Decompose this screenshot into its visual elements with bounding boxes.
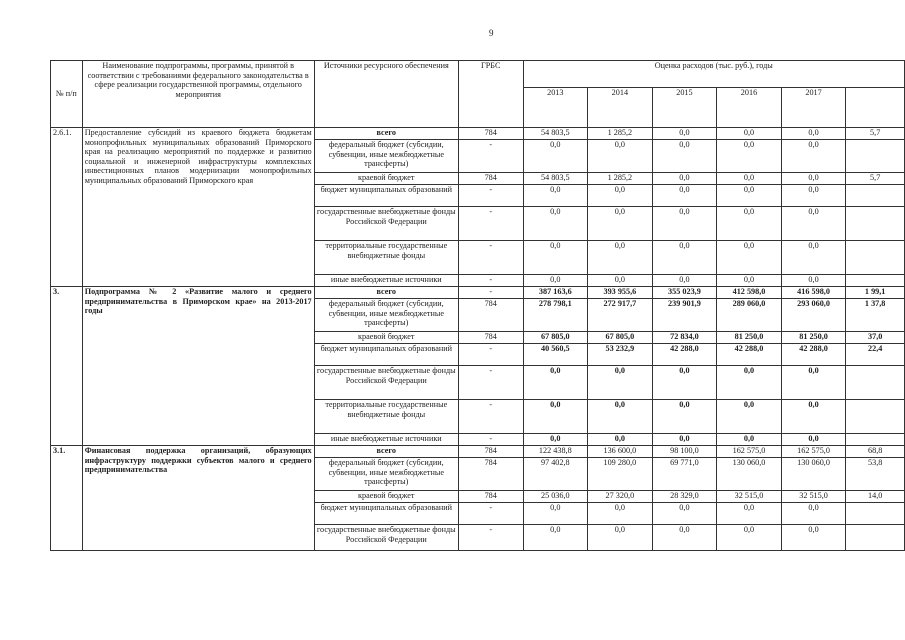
expense-value: 0,0 <box>523 207 588 241</box>
funding-source: иные внебюджетные источники <box>314 275 458 287</box>
expense-value <box>846 400 905 434</box>
header-year <box>846 88 905 128</box>
expense-value: 1 285,2 <box>588 173 653 185</box>
header-year: 2014 <box>588 88 653 128</box>
expense-value: 0,0 <box>588 140 653 173</box>
row-number: 3.1. <box>51 446 83 551</box>
expense-value: 136 600,0 <box>588 446 653 458</box>
expense-value: 53 232,9 <box>588 344 653 366</box>
expense-value: 32 515,0 <box>781 491 846 503</box>
expense-value: 0,0 <box>523 503 588 525</box>
expense-value: 0,0 <box>717 173 782 185</box>
expense-value: 40 560,5 <box>523 344 588 366</box>
funding-source: всего <box>314 128 458 140</box>
expense-value: 0,0 <box>652 503 717 525</box>
expense-value: 416 598,0 <box>781 287 846 299</box>
expense-value: 0,0 <box>717 503 782 525</box>
header-year: 2017 <box>781 88 846 128</box>
expense-value <box>846 207 905 241</box>
expense-value: 68,8 <box>846 446 905 458</box>
grbs-code: 784 <box>458 332 523 344</box>
expense-value: 0,0 <box>781 128 846 140</box>
expense-value: 0,0 <box>717 207 782 241</box>
expense-value: 98 100,0 <box>652 446 717 458</box>
expense-value: 0,0 <box>652 275 717 287</box>
grbs-code: - <box>458 366 523 400</box>
expense-value: 42 288,0 <box>652 344 717 366</box>
expense-value: 0,0 <box>717 434 782 446</box>
grbs-code: - <box>458 140 523 173</box>
grbs-code: - <box>458 503 523 525</box>
expense-value: 14,0 <box>846 491 905 503</box>
expense-value <box>846 525 905 551</box>
expense-value: 239 901,9 <box>652 299 717 332</box>
expense-value: 97 402,8 <box>523 458 588 491</box>
grbs-code: 784 <box>458 128 523 140</box>
expense-value: 0,0 <box>781 140 846 173</box>
funding-source: федеральный бюджет (субсидии, субвенции, иные межбюджетные трансферты) <box>314 458 458 491</box>
funding-source: государственные внебюджетные фонды Российской Федерации <box>314 525 458 551</box>
expense-value <box>846 366 905 400</box>
expense-value: 387 163,6 <box>523 287 588 299</box>
expense-value: 0,0 <box>781 173 846 185</box>
expense-value: 0,0 <box>717 241 782 275</box>
expense-value: 25 036,0 <box>523 491 588 503</box>
expense-value: 0,0 <box>781 275 846 287</box>
funding-source: территориальные государственные внебюджетные фонды <box>314 241 458 275</box>
expense-value: 0,0 <box>588 241 653 275</box>
expense-value: 0,0 <box>588 400 653 434</box>
expense-value: 81 250,0 <box>717 332 782 344</box>
expense-value: 272 917,7 <box>588 299 653 332</box>
grbs-code: 784 <box>458 446 523 458</box>
expense-value: 67 805,0 <box>523 332 588 344</box>
expense-value: 162 575,0 <box>717 446 782 458</box>
expense-value: 0,0 <box>781 434 846 446</box>
grbs-code: - <box>458 241 523 275</box>
expense-value: 54 803,5 <box>523 128 588 140</box>
expense-value: 0,0 <box>781 241 846 275</box>
expense-value <box>846 434 905 446</box>
funding-source: бюджет муниципальных образований <box>314 503 458 525</box>
expense-value: 0,0 <box>588 275 653 287</box>
expense-value: 278 798,1 <box>523 299 588 332</box>
expense-value <box>846 185 905 207</box>
expense-value: 412 598,0 <box>717 287 782 299</box>
funding-source: всего <box>314 446 458 458</box>
expense-value: 5,7 <box>846 128 905 140</box>
expense-value: 0,0 <box>523 140 588 173</box>
expense-value: 72 834,0 <box>652 332 717 344</box>
expense-value: 28 329,0 <box>652 491 717 503</box>
table-row <box>51 128 905 140</box>
expense-value: 42 288,0 <box>781 344 846 366</box>
expense-value: 0,0 <box>717 525 782 551</box>
expense-value: 0,0 <box>652 241 717 275</box>
expense-value: 0,0 <box>588 503 653 525</box>
page-number: 9 <box>489 28 494 38</box>
expense-value: 67 805,0 <box>588 332 653 344</box>
funding-source: федеральный бюджет (субсидии, субвенции, иные межбюджетные трансферты) <box>314 140 458 173</box>
expense-value: 0,0 <box>652 207 717 241</box>
expense-value: 0,0 <box>652 400 717 434</box>
row-number: 3. <box>51 287 83 446</box>
budget-table <box>50 60 905 551</box>
expense-value: 32 515,0 <box>717 491 782 503</box>
header-year: 2013 <box>523 88 588 128</box>
expense-value: 0,0 <box>523 241 588 275</box>
expense-value <box>846 503 905 525</box>
expense-value: 0,0 <box>781 503 846 525</box>
grbs-code: - <box>458 525 523 551</box>
grbs-code: - <box>458 344 523 366</box>
funding-source: краевой бюджет <box>314 332 458 344</box>
funding-source: территориальные государственные внебюджетные фонды <box>314 400 458 434</box>
header-estimate: Оценка расходов (тыс. руб.), годы <box>523 61 904 88</box>
funding-source: государственные внебюджетные фонды Российской Федерации <box>314 207 458 241</box>
expense-value: 0,0 <box>523 185 588 207</box>
expense-value: 0,0 <box>652 128 717 140</box>
expense-value: 0,0 <box>717 366 782 400</box>
row-number: 2.6.1. <box>51 128 83 287</box>
header-source: Источники ресурсного обеспечения <box>314 61 458 128</box>
funding-source: краевой бюджет <box>314 173 458 185</box>
expense-value: 27 320,0 <box>588 491 653 503</box>
grbs-code: - <box>458 400 523 434</box>
expense-value: 0,0 <box>588 525 653 551</box>
expense-value: 0,0 <box>781 400 846 434</box>
expense-value <box>846 241 905 275</box>
expense-value: 0,0 <box>781 525 846 551</box>
program-name: Подпрограмма № 2 «Развитие малого и среднего предпринимательства в Приморском крае» на 2013-2017 годы <box>82 287 314 446</box>
expense-value: 0,0 <box>652 366 717 400</box>
expense-value: 0,0 <box>717 128 782 140</box>
expense-value: 0,0 <box>652 185 717 207</box>
expense-value <box>846 140 905 173</box>
expense-value: 1 99,1 <box>846 287 905 299</box>
expense-value: 0,0 <box>652 140 717 173</box>
funding-source: иные внебюджетные источники <box>314 434 458 446</box>
table-row <box>51 287 905 299</box>
grbs-code: - <box>458 434 523 446</box>
expense-value: 0,0 <box>652 525 717 551</box>
grbs-code: 784 <box>458 299 523 332</box>
expense-value: 0,0 <box>523 400 588 434</box>
expense-value: 0,0 <box>523 366 588 400</box>
funding-source: бюджет муниципальных образований <box>314 185 458 207</box>
expense-value: 0,0 <box>717 140 782 173</box>
expense-value: 130 060,0 <box>717 458 782 491</box>
expense-value: 0,0 <box>717 275 782 287</box>
expense-value: 0,0 <box>588 185 653 207</box>
expense-value: 81 250,0 <box>781 332 846 344</box>
funding-source: государственные внебюджетные фонды Российской Федерации <box>314 366 458 400</box>
expense-value: 355 023,9 <box>652 287 717 299</box>
header-num: № п/п <box>51 61 83 128</box>
expense-value: 122 438,8 <box>523 446 588 458</box>
expense-value: 0,0 <box>588 207 653 241</box>
funding-source: федеральный бюджет (субсидии, субвенции, иные межбюджетные трансферты) <box>314 299 458 332</box>
table-row <box>51 446 905 458</box>
funding-source: бюджет муниципальных образований <box>314 344 458 366</box>
expense-value: 109 280,0 <box>588 458 653 491</box>
grbs-code: 784 <box>458 458 523 491</box>
expense-value: 1 285,2 <box>588 128 653 140</box>
expense-value: 289 060,0 <box>717 299 782 332</box>
funding-source: всего <box>314 287 458 299</box>
expense-value: 42 288,0 <box>717 344 782 366</box>
expense-value: 1 37,8 <box>846 299 905 332</box>
expense-value: 37,0 <box>846 332 905 344</box>
expense-value: 53,8 <box>846 458 905 491</box>
program-name: Предоставление субсидий из краевого бюджета бюджетам монопрофильных муниципальных образований Приморского края на реализацию мероприятий по поддержке и развитию социальной и инженерной инфраструктуры комплексных инвестиционных планов модернизации монопрофильных муниципальных образований Приморского края <box>82 128 314 287</box>
expense-value: 0,0 <box>781 207 846 241</box>
expense-value: 0,0 <box>652 173 717 185</box>
header-year: 2016 <box>717 88 782 128</box>
expense-value: 0,0 <box>717 185 782 207</box>
expense-value: 22,4 <box>846 344 905 366</box>
grbs-code: 784 <box>458 491 523 503</box>
header-year: 2015 <box>652 88 717 128</box>
expense-value: 54 803,5 <box>523 173 588 185</box>
program-name: Финансовая поддержка организаций, образующих инфраструктуру поддержки субъектов малого и среднего предпринимательства <box>82 446 314 551</box>
expense-value: 393 955,6 <box>588 287 653 299</box>
expense-value: 0,0 <box>652 434 717 446</box>
expense-value <box>846 275 905 287</box>
expense-value: 5,7 <box>846 173 905 185</box>
grbs-code: - <box>458 185 523 207</box>
grbs-code: - <box>458 207 523 241</box>
expense-value: 69 771,0 <box>652 458 717 491</box>
expense-value: 0,0 <box>523 525 588 551</box>
grbs-code: - <box>458 275 523 287</box>
grbs-code: - <box>458 287 523 299</box>
expense-value: 293 060,0 <box>781 299 846 332</box>
expense-value: 0,0 <box>781 185 846 207</box>
expense-value: 0,0 <box>523 275 588 287</box>
expense-value: 0,0 <box>523 434 588 446</box>
funding-source: краевой бюджет <box>314 491 458 503</box>
header-name: Наименование подпрограммы, программы, принятой в соответствии с требованиями федерального законодательства в сфере реализации государственной программы, отдельного мероприятия <box>82 61 314 128</box>
expense-value: 0,0 <box>588 434 653 446</box>
expense-value: 0,0 <box>717 400 782 434</box>
header-grbs: ГРБС <box>458 61 523 128</box>
expense-value: 0,0 <box>781 366 846 400</box>
expense-value: 130 060,0 <box>781 458 846 491</box>
expense-value: 162 575,0 <box>781 446 846 458</box>
expense-value: 0,0 <box>588 366 653 400</box>
grbs-code: 784 <box>458 173 523 185</box>
